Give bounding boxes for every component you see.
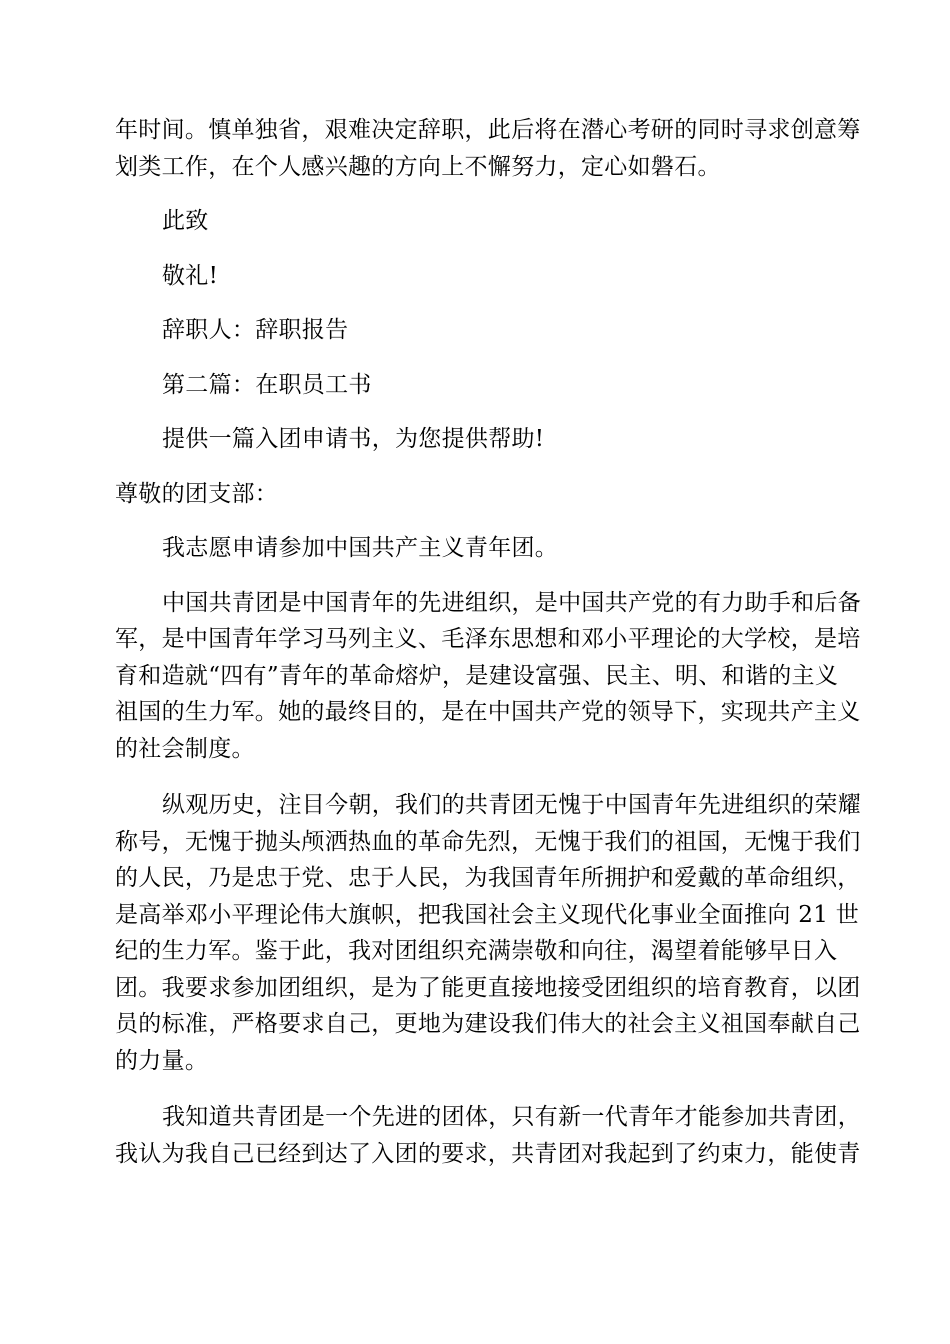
text-line: 是高举邓小平理论伟大旗帜，把我国社会主义现代化事业全面推向 21 世 <box>115 901 860 928</box>
text-line: 军，是中国青年学习马列主义、毛泽东思想和邓小平理论的大学校，是培 <box>115 626 861 652</box>
text-line: 我知道共青团是一个先进的团体，只有新一代青年才能参加共青团， <box>162 1104 861 1130</box>
intro-line <box>115 421 835 458</box>
body-paragraph <box>115 1099 861 1172</box>
text-line: 中国共青团是中国青年的先进组织，是中国共产党的有力助手和后备 <box>162 589 861 616</box>
document-page <box>115 112 861 1172</box>
text-line: 团。我要求参加团组织，是为了能更直接地接受团组织的培育教育，以团 <box>115 974 861 1001</box>
text-line: 育和造就“四有”青年的革命熔炉，是建设富强、民主、明、和谐的主义 <box>115 662 839 689</box>
text-line: 提供一篇入团申请书，为您提供帮助! <box>162 426 545 452</box>
text-line: 纵观历史，注目今朝，我们的共青团无愧于中国青年先进组织的荣耀 <box>162 792 861 818</box>
section-heading <box>115 367 835 404</box>
text-line: 我志愿申请参加中国共产主义青年团。 <box>162 535 559 561</box>
text-line: 的人民，乃是忠于党、忠于人民，为我国青年所拥护和爱戴的革命组织， <box>115 865 861 891</box>
application-statement <box>115 530 835 567</box>
text-line: 员的标准，严格要求自己，更地为建设我们伟大的社会主义祖国奉献自己 <box>115 1011 861 1037</box>
text-line: 祖国的生力军。她的最终目的，是在中国共产党的领导下，实现共产主义 <box>115 699 861 725</box>
closing-regards <box>115 258 835 295</box>
closing-salutation <box>115 203 835 240</box>
text-line: 年时间。慎单独省，艰难决定辞职，此后将在潜心考研的同时寻求创意筹 <box>115 117 861 143</box>
text-line: 第二篇：在职员工书 <box>162 371 372 398</box>
text-line: 我认为我自己已经到达了入团的要求，共青团对我起到了约束力，能使青 <box>115 1140 861 1167</box>
text-line: 划类工作，在个人感兴趣的方向上不懈努力，定心如磐石。 <box>115 153 721 180</box>
signature-line <box>115 312 835 349</box>
text-line: 辞职人：辞职报告 <box>162 317 349 343</box>
text-line: 纪的生力军。鉴于此，我对团组织充满崇敬和向往，渴望着能够早日入 <box>115 938 838 964</box>
letter-greeting <box>115 476 835 513</box>
text-line: 尊敬的团支部： <box>115 480 279 507</box>
body-paragraph <box>115 585 861 768</box>
paragraph-continuation <box>115 112 861 185</box>
body-paragraph <box>115 787 861 1079</box>
text-line: 称号，无愧于抛头颅洒热血的革命先烈，无愧于我们的祖国，无愧于我们 <box>115 828 861 855</box>
text-line: 的社会制度。 <box>115 735 255 762</box>
text-line: 此致 <box>162 208 209 234</box>
text-line: 敬礼! <box>162 262 219 289</box>
text-line: 的力量。 <box>115 1047 209 1074</box>
